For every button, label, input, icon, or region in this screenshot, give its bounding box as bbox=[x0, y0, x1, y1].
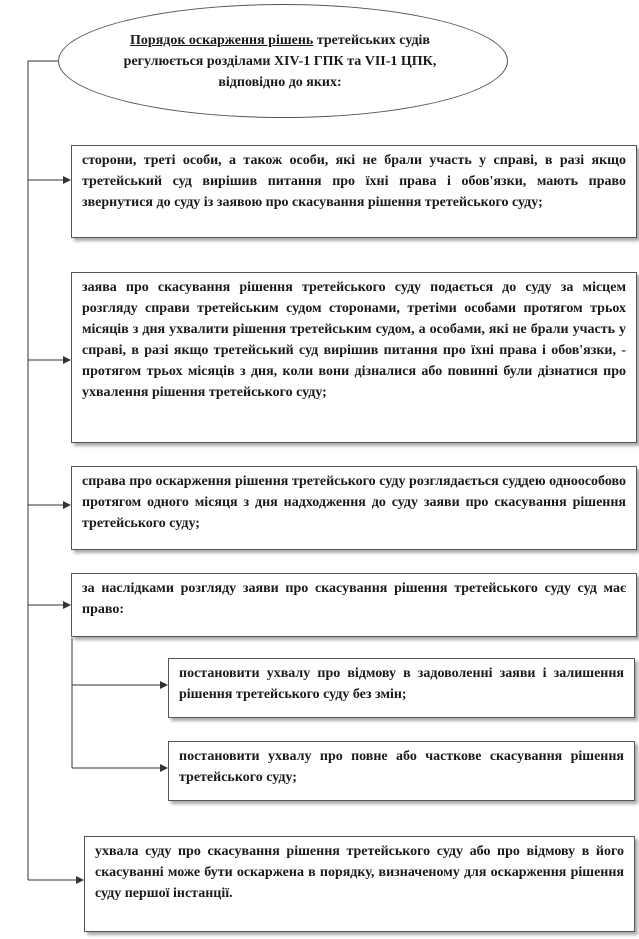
item-text-1: сторони, треті особи, а також особи, які не брали участь у справі, в разі якщо третейський суд вирішив питання про їхні права і обов'язки, мають право звернутися до суду із заявою про скасування рішення третейського суду; bbox=[82, 153, 626, 210]
item-box-4 bbox=[71, 573, 637, 637]
item-box-1 bbox=[71, 145, 637, 238]
item-text-3: справа про оскарження рішення третейського суду розглядається суддею одноособово протягом одного місяця з дня надходження до суду заяви про скасування рішення третейського суду; bbox=[82, 474, 626, 531]
sub-box-2 bbox=[168, 741, 635, 801]
main-vertical-line bbox=[28, 61, 58, 880]
item-box-5 bbox=[84, 836, 635, 932]
item-text-4: за наслідками розгляду заяви про скасування рішення третейського суду суд має право: bbox=[82, 581, 626, 617]
item-text-5: ухвала суду про скасування рішення третейського суду або про відмову в його скасуванні може бути оскаржена в порядку, визначеному для оскарження рішення суду першої інстанції. bbox=[95, 844, 624, 901]
header-title-rest: третейських судів регулюється розділами XIV-1 ГПК та VII-1 ЦПК, відповідно до яких: bbox=[123, 33, 437, 90]
sub-text-2: постановити ухвалу про повне або часткове скасування рішення третейського суду; bbox=[179, 749, 624, 785]
item-box-2 bbox=[71, 272, 637, 443]
header-title-underlined: Порядок оскарження рішень bbox=[130, 33, 314, 48]
sub-text-1: постановити ухвалу про відмову в задоволенні заяви і залишення рішення третейського суду без змін; bbox=[179, 666, 624, 702]
item-box-3 bbox=[71, 466, 637, 550]
item-text-2: заява про скасування рішення третейського суду подається до суду за місцем розгляду справи третейським судом сторонами, третіми особами протягом трьох місяців з дня ухвалити рішення третейським судом, а особами, які не брали участь у справі, в разі якщо третейський суд вирішив питання про їхні права і обов'язки, - протягом трьох місяців з дня, коли вони дізналися або повинні були дізнатися про ухвалення рішення третейського суду; bbox=[82, 280, 626, 400]
header-text bbox=[110, 30, 450, 93]
sub-box-1 bbox=[168, 658, 635, 718]
